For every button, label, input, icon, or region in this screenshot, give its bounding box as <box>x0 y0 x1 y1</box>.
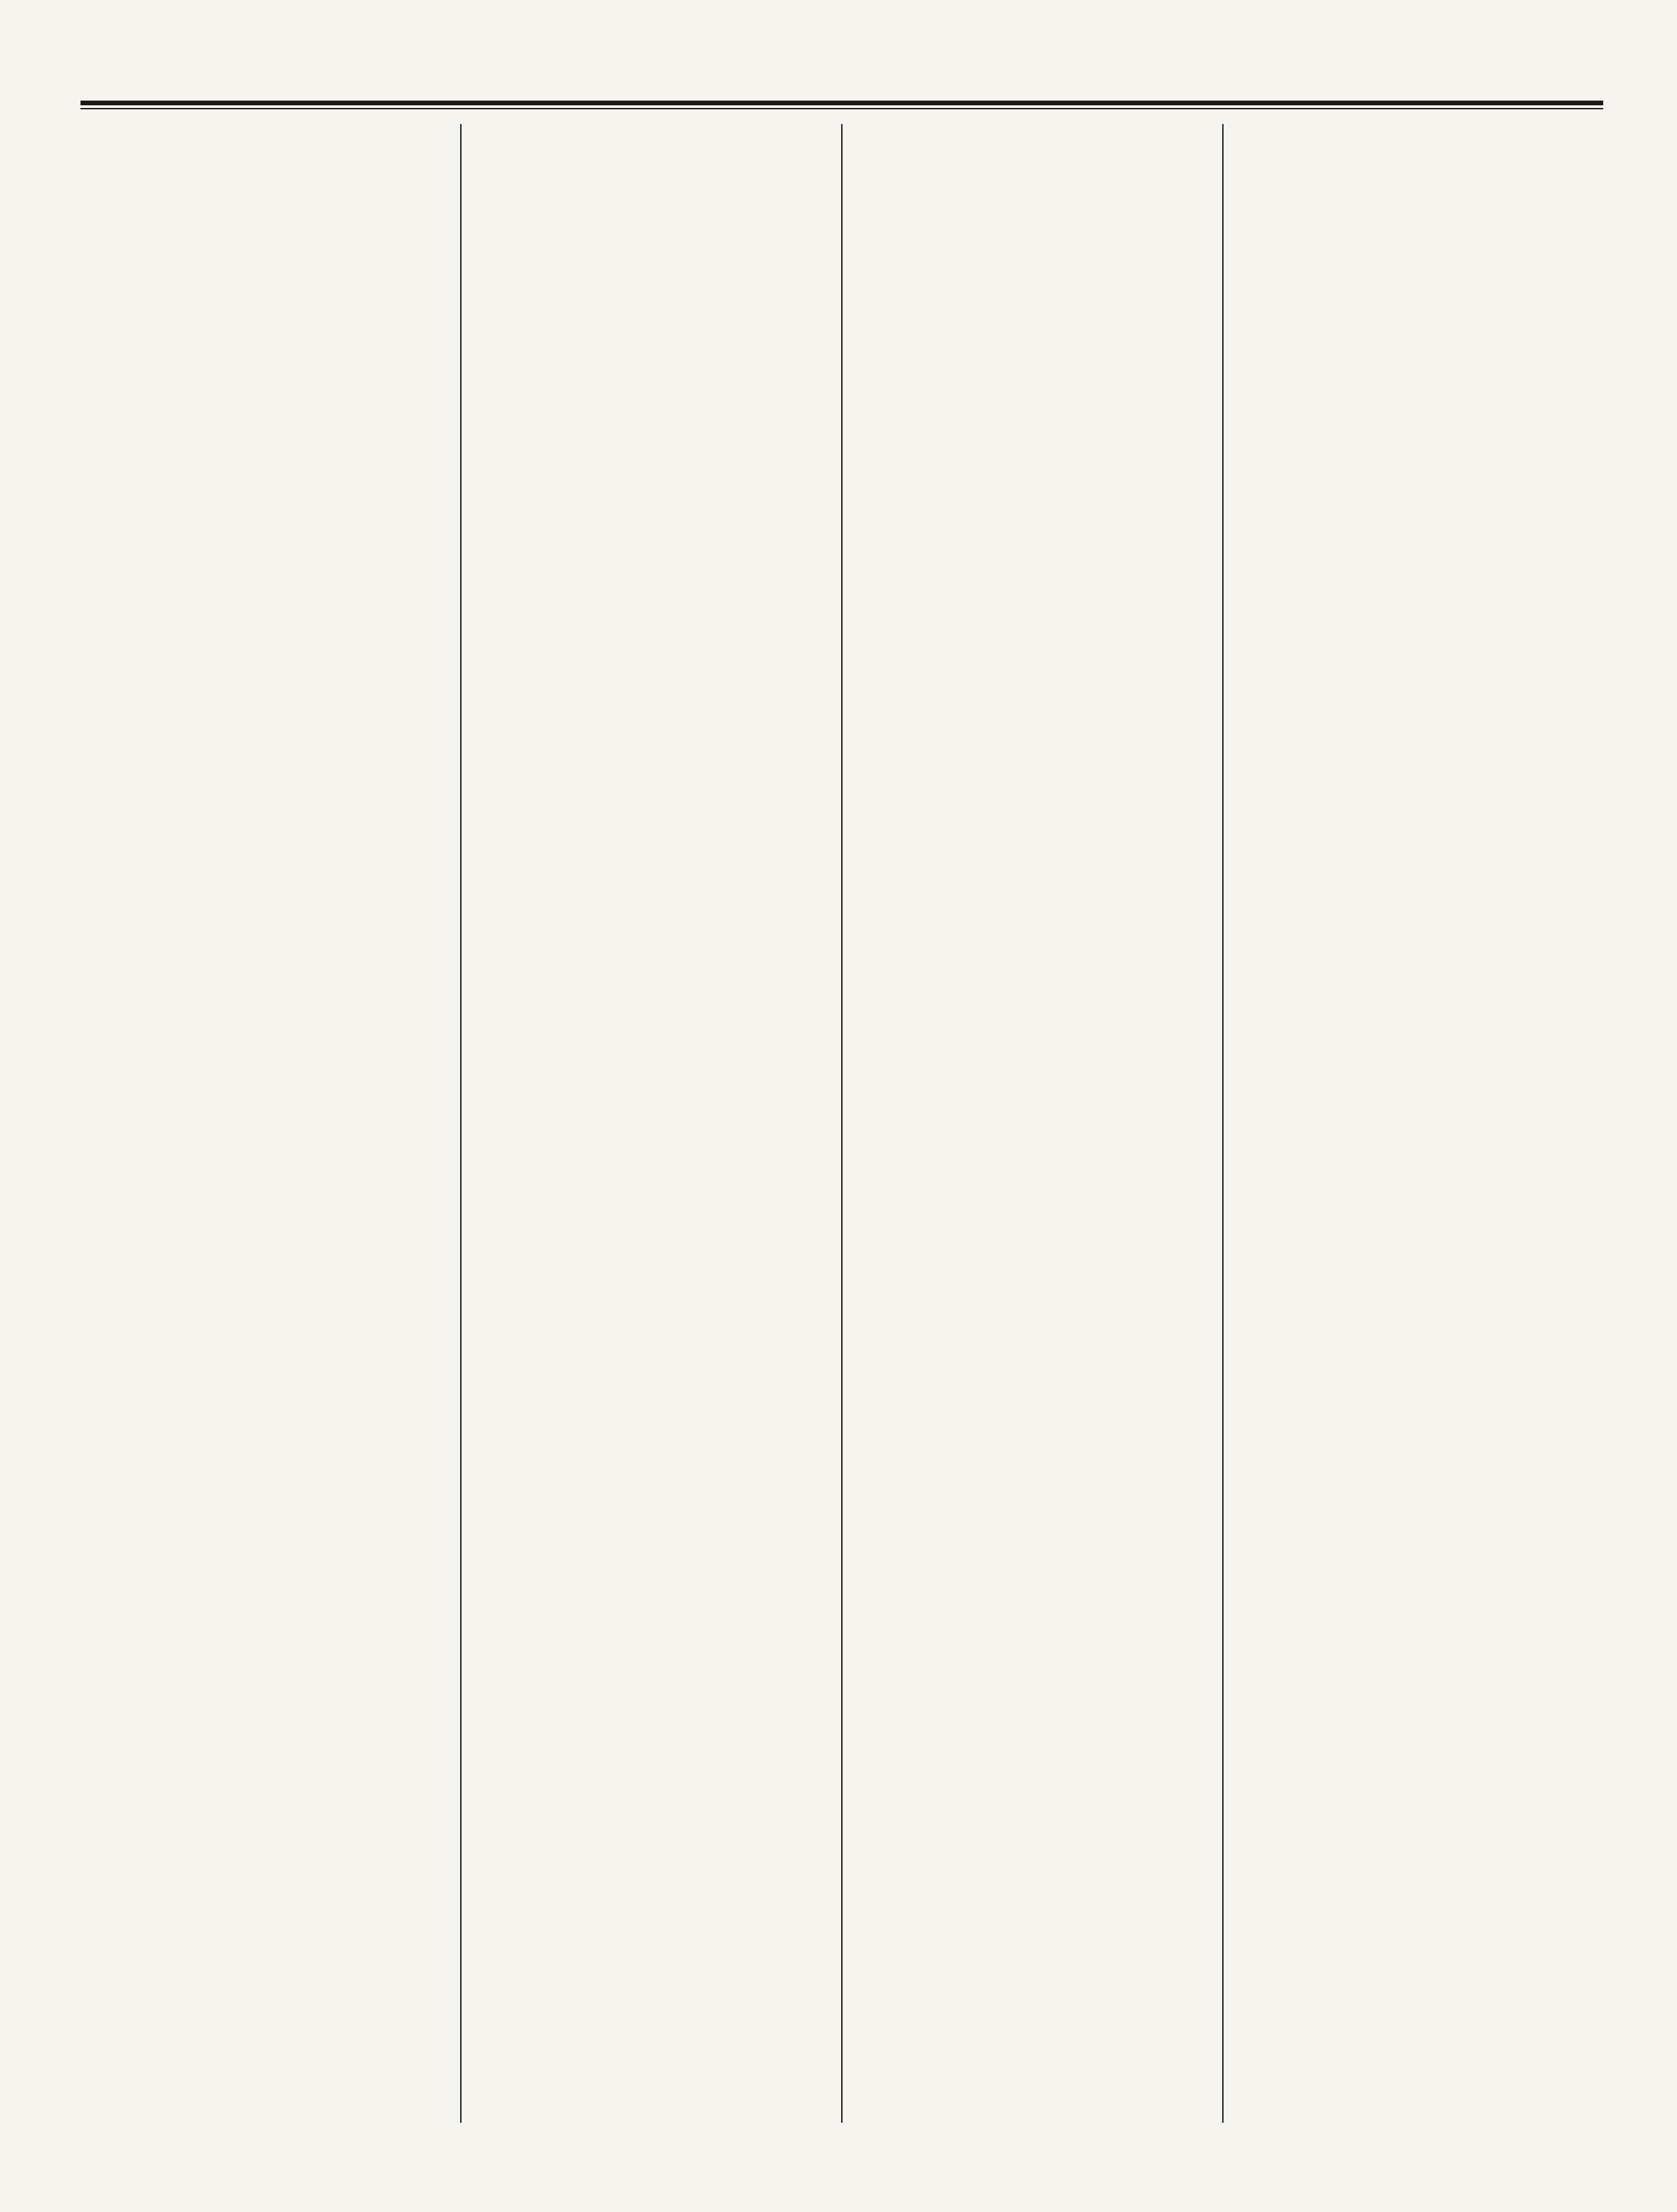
column-1 <box>80 124 460 2123</box>
column-2 <box>460 124 841 2123</box>
top-rule <box>80 101 1603 109</box>
column-grid <box>80 124 1603 2123</box>
column-3 <box>841 124 1222 2123</box>
column-4 <box>1222 124 1603 2123</box>
